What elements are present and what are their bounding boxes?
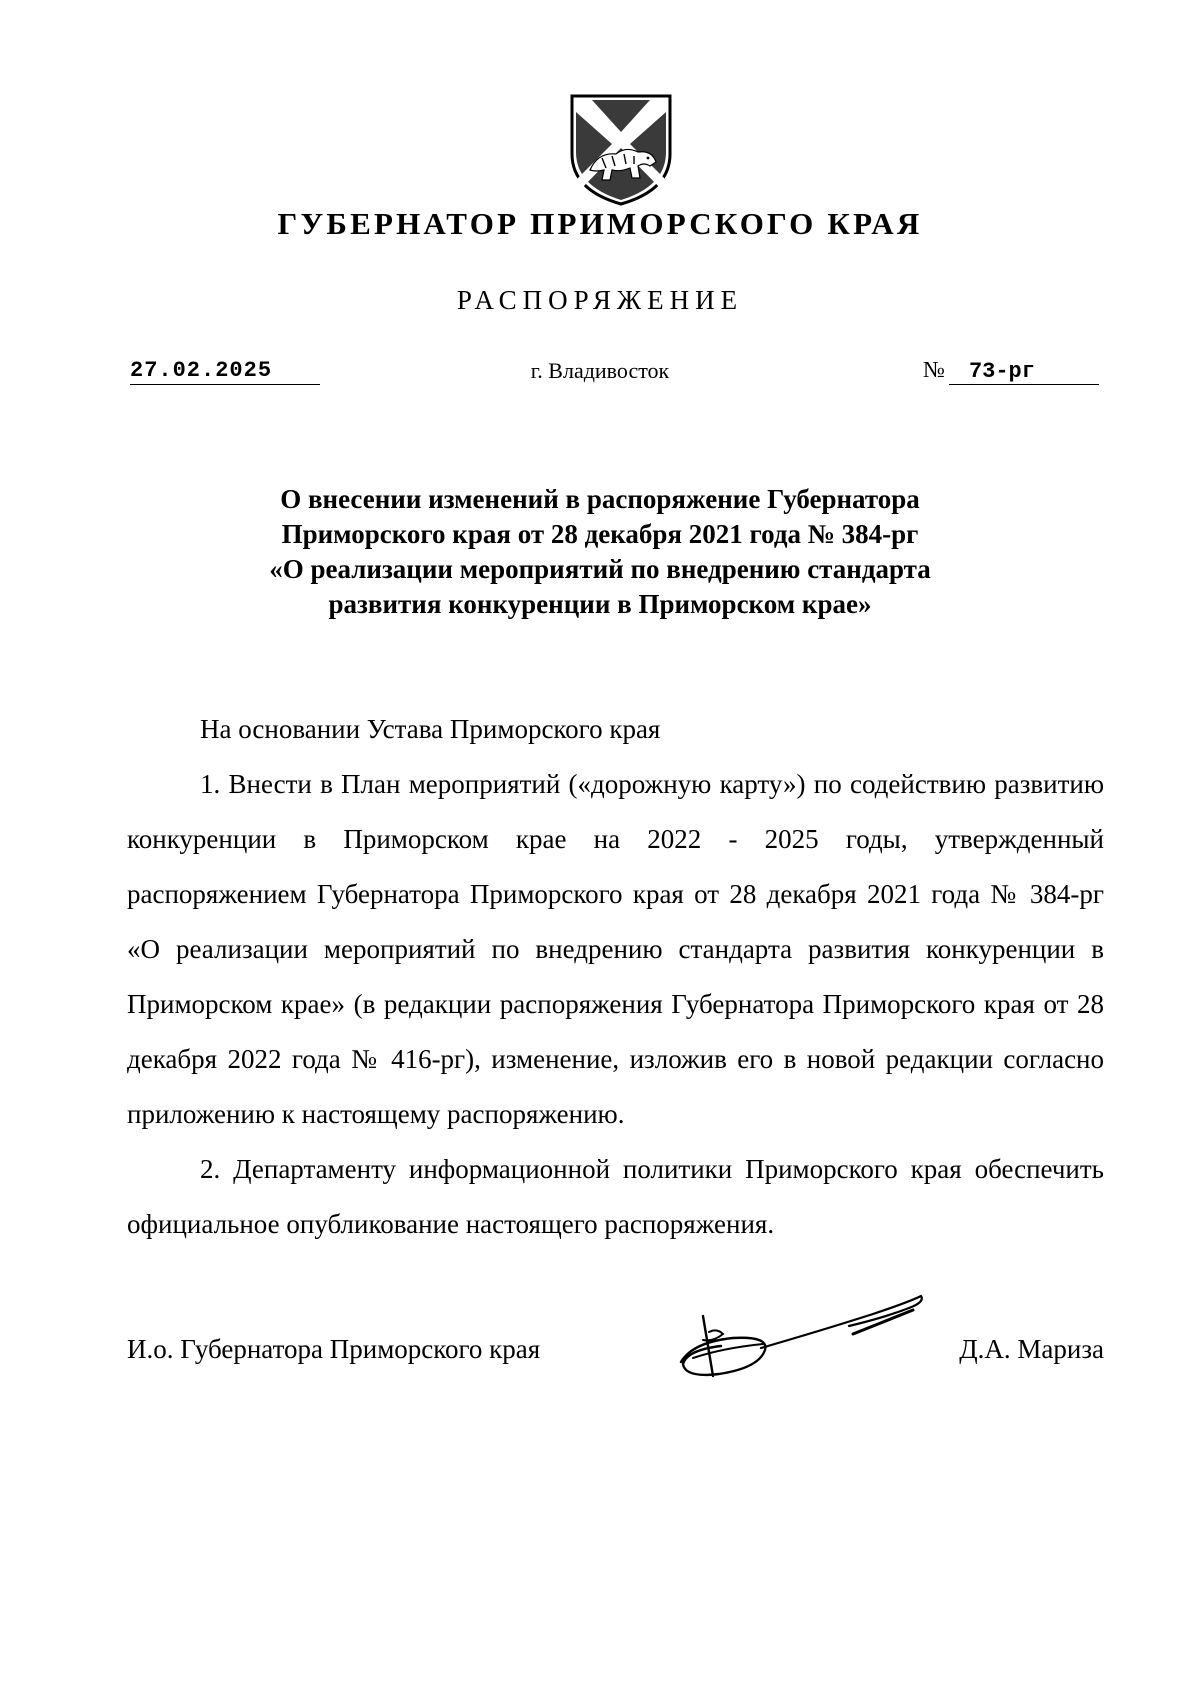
document-subject xyxy=(200,482,1000,622)
basis-paragraph: На основании Устава Приморского края xyxy=(200,714,661,744)
document-number: 73-рг xyxy=(949,359,1099,385)
subject-line: «О реализации мероприятий по внедрению стандарта xyxy=(269,554,931,584)
coat-of-arms-icon xyxy=(568,92,674,208)
subject-line: О внесении изменений в распоряжение Губернатора xyxy=(280,484,920,514)
item-2-paragraph: 2. Департаменту информационной политики Приморского края обеспечить официальное опубликование настоящего распоряжения. xyxy=(127,1154,1104,1239)
document-city: г. Владивосток xyxy=(530,358,670,383)
document-number-field xyxy=(923,357,1103,385)
signatory-title: И.о. Губернатора Приморского края xyxy=(127,1334,541,1364)
issuer-title: ГУБЕРНАТОР ПРИМОРСКОГО КРАЯ xyxy=(277,206,923,241)
signature-block xyxy=(127,1318,1104,1378)
number-label: № xyxy=(923,357,945,382)
handwritten-signature-icon xyxy=(673,1288,943,1398)
subject-line: развития конкуренции в Приморском крае» xyxy=(328,589,872,619)
item-1-paragraph: 1. Внести в План мероприятий («дорожную карту») по содействию развитию конкуренции в Приморском крае на 2022 - 2025 годы, утвержденный распоряжением Губернатора Приморского края от 28 декабря 2021 года № 384-рг «О реализации мероприятий по внедрению стандарта развития конкуренции в Приморском крае» (в редакции распоряжения Губернатора Приморского края от 28 декабря 2022 года № 416-рг), изменение, изложив его в новой редакции согласно приложению к настоящему распоряжению. xyxy=(127,769,1104,1129)
signatory-name: Д.А. Мариза xyxy=(959,1334,1104,1364)
subject-line: Приморского края от 28 декабря 2021 года № 384-рг xyxy=(281,519,919,549)
document-type: РАСПОРЯЖЕНИЕ xyxy=(456,285,744,315)
document-body xyxy=(127,702,1104,1252)
document-date: 27.02.2025 xyxy=(130,358,320,385)
